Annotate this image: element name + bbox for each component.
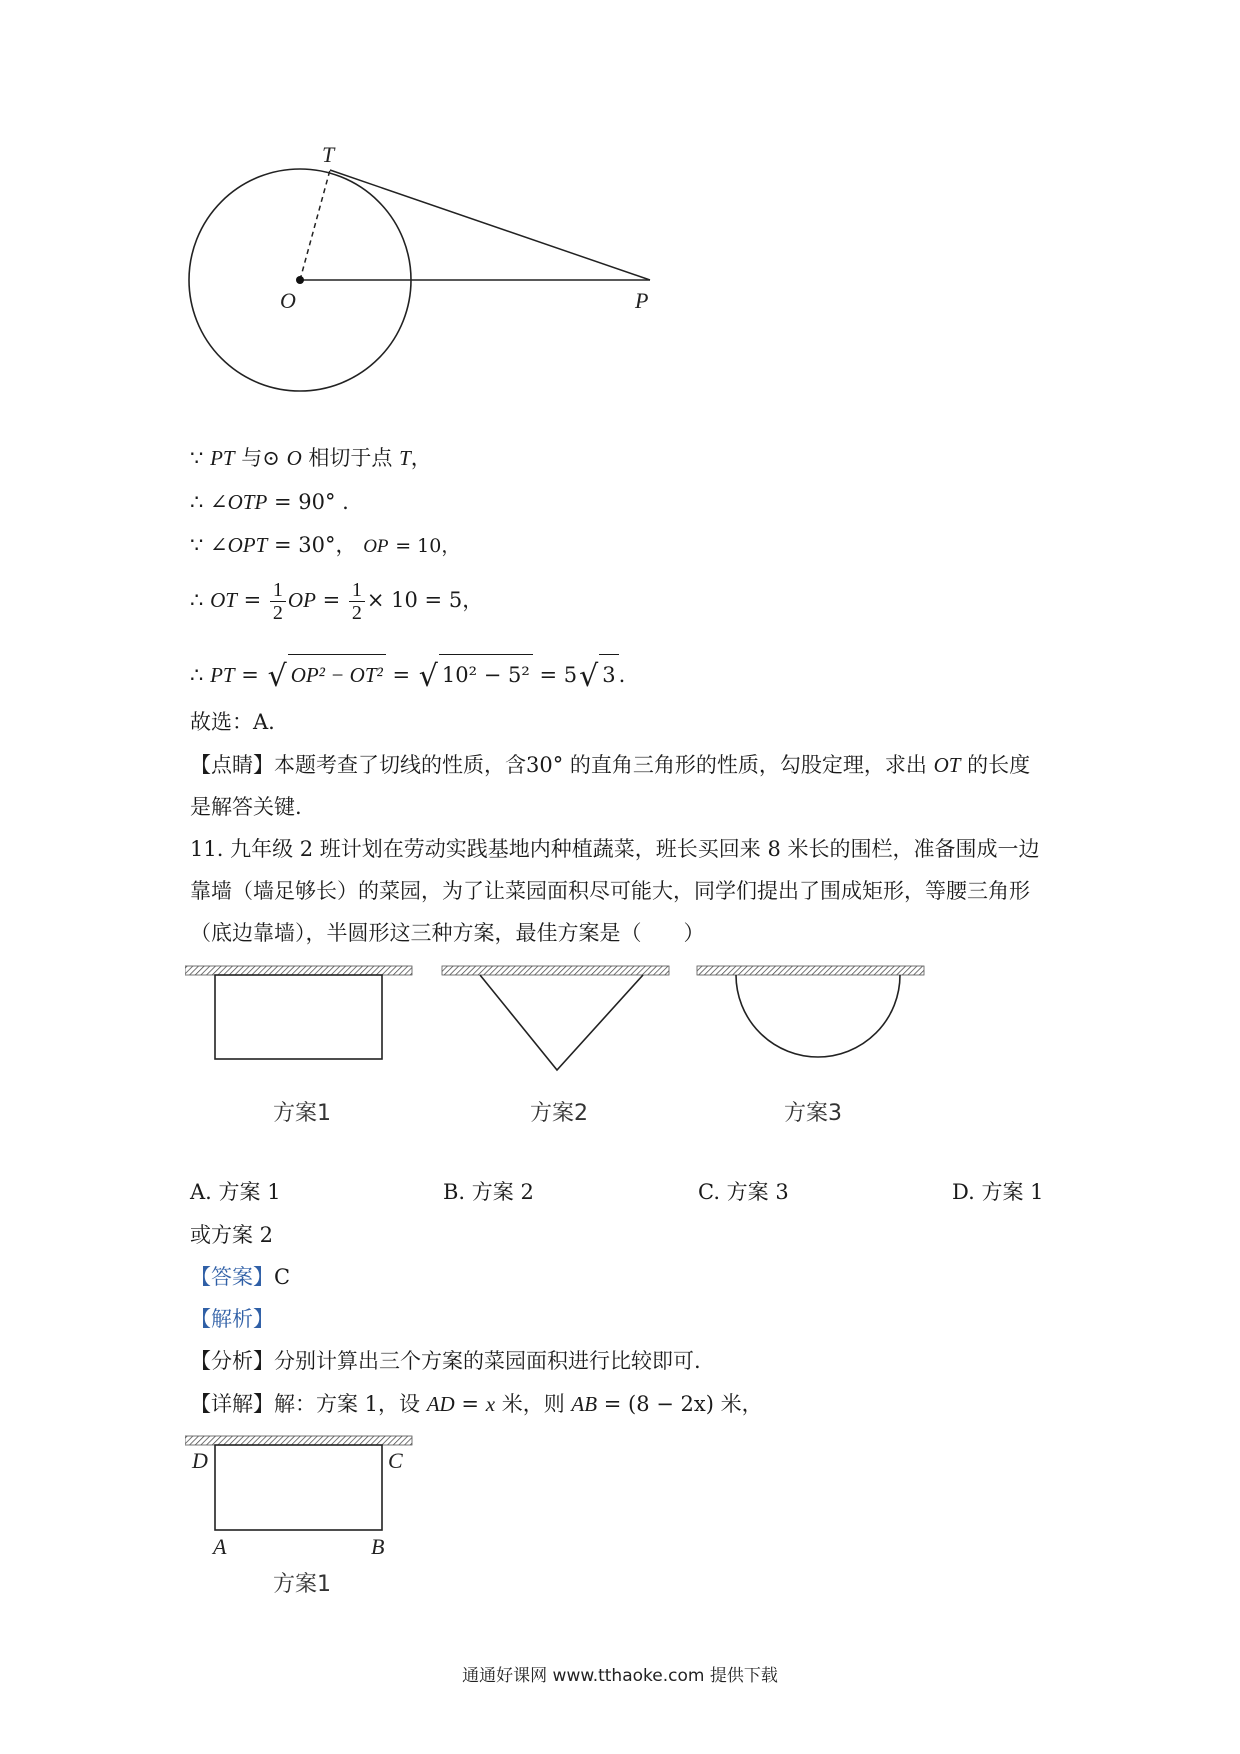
sqrt-symbol: √ xyxy=(418,659,438,694)
tangent-tp xyxy=(330,170,650,280)
plans-figure xyxy=(185,962,945,1072)
answer-tag-line: 【答案】C xyxy=(190,1265,291,1289)
option-d-continued: 或方案 2 xyxy=(190,1223,274,1247)
footer: 通通好课网 www.tthaoke.com 提供下载 xyxy=(462,1666,778,1686)
detail-line: 【详解】解：方案 1，设 AD = x 米，则 AB = (8 − 2x) 米， xyxy=(190,1392,763,1416)
wall-plan-1 xyxy=(185,966,412,975)
sqrt-symbol: √ xyxy=(579,659,599,694)
option-c[interactable]: C. 方案 3 xyxy=(698,1180,789,1204)
wall-abcd xyxy=(185,1436,412,1445)
plan-2-caption: 方案2 xyxy=(530,1101,588,1126)
option-a[interactable]: A. 方案 1 xyxy=(190,1180,281,1204)
wall-plan-3 xyxy=(697,966,924,975)
label-d: D xyxy=(192,1448,208,1473)
note-line-2: 是解答关键. xyxy=(190,795,302,819)
label-b: B xyxy=(371,1534,385,1559)
label-p: P xyxy=(635,288,649,313)
solution-line-1: ∵ PT 与⊙ O 相切于点 T， xyxy=(190,446,432,470)
solution-line-5: ∴ PT = √ OP² − OT² = √ 10² − 5² = 5√ 3 . xyxy=(190,654,625,697)
sqrt-symbol: √ xyxy=(267,659,287,694)
option-d[interactable]: D. 方案 1 xyxy=(952,1180,1044,1204)
rectangle-abcd xyxy=(215,1445,382,1530)
fraction-half-2: $\frac{1}{2}$ xyxy=(349,579,365,624)
option-b[interactable]: B. 方案 2 xyxy=(443,1180,534,1204)
answer-line: 故选：A. xyxy=(190,710,275,734)
wall-plan-2 xyxy=(442,966,669,975)
segment-ot-dashed xyxy=(300,170,330,280)
question-11-line-2: 靠墙（墙足够长）的菜园，为了让菜园面积尽可能大，同学们提出了围成矩形，等腰三角形 xyxy=(190,879,1030,903)
solution-line-2: ∴ ∠OTP = 90° . xyxy=(190,490,349,514)
label-c: C xyxy=(388,1448,403,1473)
fraction-half: $\frac{1}{2}$ xyxy=(270,579,286,624)
plan-1-caption: 方案1 xyxy=(273,1101,331,1126)
note-line-1: 【点睛】本题考查了切线的性质，含30° 的直角三角形的性质，勾股定理，求出 OT 的长度 xyxy=(190,753,1031,777)
circle-tangent-figure xyxy=(170,140,670,400)
analysis-tag-line: 【解析】 xyxy=(190,1307,274,1331)
question-11-line-3: （底边靠墙），半圆形这三种方案，最佳方案是（ ） xyxy=(190,921,705,945)
plan-3-caption: 方案3 xyxy=(784,1101,842,1126)
label-t: T xyxy=(322,142,335,167)
label-a: A xyxy=(213,1534,227,1559)
triangle-plan-2 xyxy=(480,975,643,1070)
rectangle-abcd-figure xyxy=(185,1432,445,1572)
center-point xyxy=(296,276,304,284)
semicircle-plan-3 xyxy=(736,975,900,1057)
fenxi-line: 【分析】分别计算出三个方案的菜园面积进行比较即可. xyxy=(190,1349,701,1373)
rect-figure-caption: 方案1 xyxy=(273,1572,331,1597)
solution-line-4: ∴ OT = $\frac{1}{2}$ OP = $\frac{1}{2}$ × 10 = 5， xyxy=(190,579,484,624)
rectangle-plan-1 xyxy=(215,975,382,1059)
question-11-line-1: 11. 九年级 2 班计划在劳动实践基地内种植蔬菜，班长买回来 8 米长的围栏，准备围成一边 xyxy=(190,837,1040,861)
label-o: O xyxy=(280,288,296,313)
solution-line-3: ∵ ∠OPT = 30°， OP = 10， xyxy=(190,533,461,557)
